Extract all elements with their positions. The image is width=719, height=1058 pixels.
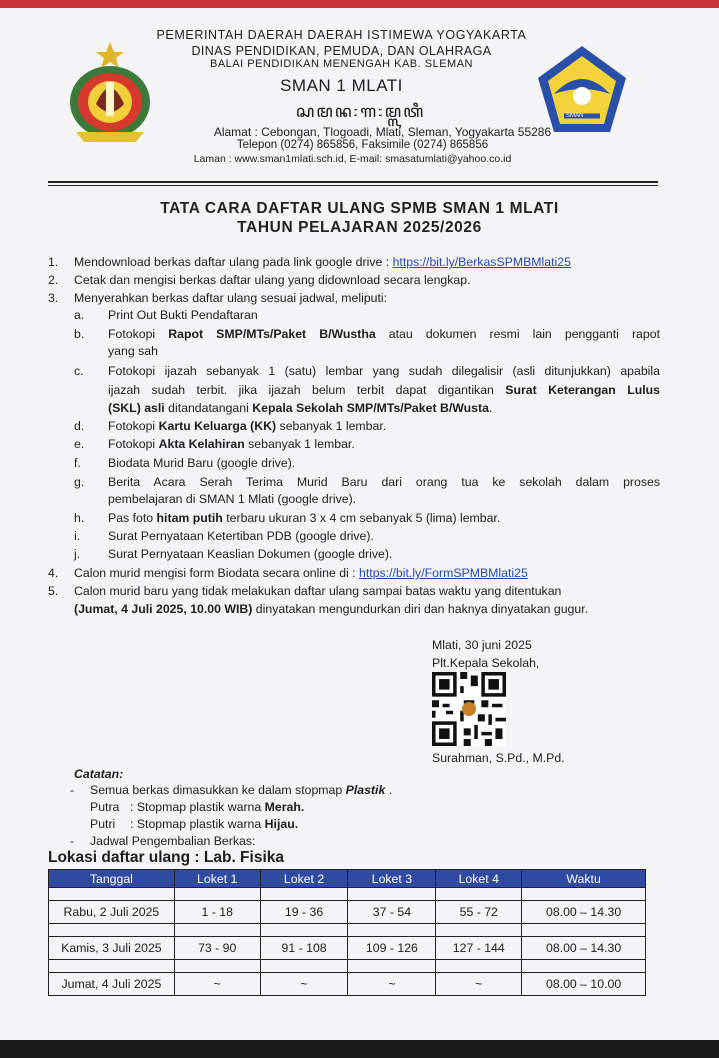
step-1: [74, 254, 571, 271]
table-cell: 08.00 – 14.30: [522, 901, 646, 924]
column-header: Loket 2: [260, 870, 348, 888]
signature-position: Plt.Kepala Sekolah,: [432, 656, 540, 670]
table-cell: Jumat, 4 Juli 2025: [49, 973, 175, 996]
step-5-line2: [74, 601, 588, 618]
table-spacer-row: [49, 960, 646, 973]
step-number: 4.: [48, 566, 59, 580]
text: atau dokumen resmi lain pengganti rapot: [375, 327, 660, 341]
sub-letter: g.: [74, 475, 85, 489]
bold-text: Kartu Keluarga (KK): [158, 419, 277, 433]
column-header: Tanggal: [49, 870, 175, 888]
sub-item-i: Surat Pernyataan Ketertiban PDB (google drive).: [108, 529, 374, 543]
sub-item-e: [108, 436, 355, 453]
label: Putra: [90, 800, 120, 814]
sub-letter: e.: [74, 437, 85, 451]
schedule-table: [48, 869, 646, 996]
form-link[interactable]: https://bit.ly/FormSPMBMlati25: [359, 566, 528, 580]
text: ijazah sudah terbit. jika ijazah belum terbit dapat digantikan: [108, 383, 506, 397]
notes-heading: Catatan:: [74, 767, 124, 781]
bold-text: Akta Kelahiran: [158, 437, 245, 451]
note-2: Jadwal Pengembalian Berkas:: [90, 834, 256, 848]
bullet: -: [70, 834, 75, 848]
top-edge: [0, 0, 719, 8]
text: : Stopmap plastik warna: [130, 817, 265, 831]
step-number: 3.: [48, 291, 59, 305]
step-number: 1.: [48, 255, 59, 269]
sub-letter: j.: [74, 547, 81, 561]
text: Semua berkas dimasukkan ke dalam stopmap: [90, 783, 346, 797]
letterhead-line2: DINAS PENDIDIKAN, PEMUDA, DAN OLAHRAGA: [191, 44, 492, 58]
step-number: 2.: [48, 273, 59, 287]
text: dinyatakan mengundurkan diri dan haknya dinyatakan gugur.: [252, 602, 589, 616]
bold-text: (SKL) asli: [108, 401, 165, 415]
letterhead-address: Alamat : Cebongan, Tlogoadi, Mlati, Sleman, Yogyakarta 55286: [213, 125, 552, 139]
qr-code-icon: [432, 672, 506, 746]
text: sebanyak 1 lembar.: [244, 437, 355, 451]
table-cell: ~: [260, 973, 348, 996]
table-cell: 109 - 126: [348, 937, 436, 960]
step-number: 5.: [48, 584, 59, 598]
step-4: [74, 565, 528, 582]
table-cell: 08.00 – 10.00: [522, 973, 646, 996]
sub-letter: d.: [74, 419, 85, 433]
sub-item-a: Print Out Bukti Pendaftaran: [108, 308, 258, 322]
table-row: [49, 973, 646, 996]
text: Fotokopi: [108, 327, 169, 341]
bold-text: Surat Keterangan Lulus: [505, 383, 660, 397]
table-cell: 127 - 144: [436, 937, 522, 960]
text: terbaru ukuran 3 x 4 cm sebanyak 5 (lima) lembar.: [222, 511, 501, 525]
table-row: [49, 901, 646, 924]
location-title: Lokasi daftar ulang : Lab. Fisika: [48, 849, 284, 866]
sub-item-b-line2: yang sah: [108, 344, 158, 358]
signature-name: Surahman, S.Pd., M.Pd.: [432, 751, 565, 765]
text: ditandatangani: [164, 401, 253, 415]
letterhead-javanese: ꦱꦩꦤ꧇꧑꧇ꦩ꧀ꦭꦠꦶ: [295, 102, 426, 122]
table-cell: 37 - 54: [348, 901, 436, 924]
sub-item-b: [108, 326, 660, 343]
sub-item-h: [108, 510, 500, 527]
table-cell: 91 - 108: [260, 937, 348, 960]
doc-subtitle: TAHUN PELAJARAN 2025/2026: [237, 219, 482, 236]
letterhead-line3: BALAI PENDIDIKAN MENENGAH KAB. SLEMAN: [209, 58, 473, 70]
sub-item-g: Berita Acara Serah Terima Murid Baru dari orang tua ke sekolah dalam proses: [108, 475, 660, 489]
column-header: Waktu: [522, 870, 646, 888]
step-5: Calon murid baru yang tidak melakukan daftar ulang sampai batas waktu yang ditentukan: [74, 584, 562, 598]
table-spacer-row: [49, 888, 646, 901]
note-1: [90, 782, 392, 799]
table-cell: 19 - 36: [260, 901, 348, 924]
text: Fotokopi: [108, 437, 159, 451]
sub-item-c-line3: [108, 400, 492, 417]
table-cell: ~: [174, 973, 260, 996]
text: Pas foto: [108, 511, 157, 525]
text: Fotokopi: [108, 419, 159, 433]
sub-letter: f.: [74, 456, 81, 470]
table-row: [49, 937, 646, 960]
berkas-link[interactable]: https://bit.ly/BerkasSPMBMlati25: [392, 255, 571, 269]
sub-letter: c.: [74, 364, 84, 378]
bold-text: (Jumat, 4 Juli 2025, 10.00 WIB): [74, 602, 253, 616]
sub-letter: a.: [74, 308, 85, 322]
note-putra: [90, 799, 304, 816]
step-4-text: Calon murid mengisi form Biodata secara online di :: [74, 566, 360, 580]
sub-letter: h.: [74, 511, 85, 525]
bold-text: Plastik: [345, 783, 386, 797]
sub-item-f: Biodata Murid Baru (google drive).: [108, 456, 296, 470]
sub-item-g-line2: pembelajaran di SMAN 1 Mlati (google drive).: [108, 492, 357, 506]
note-putri: [90, 816, 298, 833]
column-header: Loket 4: [436, 870, 522, 888]
table-cell: 08.00 – 14.30: [522, 937, 646, 960]
table-cell: 73 - 90: [174, 937, 260, 960]
doc-title: TATA CARA DAFTAR ULANG SPMB SMAN 1 MLATI: [160, 200, 559, 217]
sub-letter: i.: [74, 529, 81, 543]
table-spacer-row: [49, 924, 646, 937]
table-cell: 55 - 72: [436, 901, 522, 924]
sub-item-c-line2: [108, 382, 660, 399]
step-1-text: Mendownload berkas daftar ulang pada link google drive :: [74, 255, 393, 269]
letterhead-line1: PEMERINTAH DAERAH DAERAH ISTIMEWA YOGYAKARTA: [156, 28, 527, 42]
bold-text: Kepala Sekolah SMP/MTs/Paket B/Wusta: [252, 401, 489, 415]
letterhead-web: Laman : www.sman1mlati.sch.id, E-mail: smasatumlati@yahoo.co.id: [193, 153, 512, 165]
bold-text: hitam putih: [156, 511, 223, 525]
sman-emblem-label: SMAN: [566, 113, 584, 119]
table-header-row: [49, 870, 646, 888]
label: Putri: [90, 817, 116, 831]
text: .: [385, 783, 393, 797]
table-cell: ~: [348, 973, 436, 996]
step-3: Menyerahkan berkas daftar ulang sesuai jadwal, meliputi:: [74, 291, 388, 305]
column-header: Loket 3: [348, 870, 436, 888]
sub-item-c: Fotokopi ijazah sebanyak 1 (satu) lembar yang sudah dilegalisir (asli ditunjukkan) apabila: [108, 364, 660, 378]
table-cell: 1 - 18: [174, 901, 260, 924]
sub-item-d: [108, 418, 386, 435]
letterhead-school: SMAN 1 MLATI: [280, 76, 403, 95]
letterhead-rule-thin: [48, 185, 658, 186]
text: : Stopmap plastik warna: [130, 800, 265, 814]
text: sebanyak 1 lembar.: [276, 419, 387, 433]
step-2: Cetak dan mengisi berkas daftar ulang yang didownload secara lengkap.: [74, 273, 471, 287]
bold-text: Merah.: [264, 800, 305, 814]
sub-item-j: Surat Pernyataan Keaslian Dokumen (google drive).: [108, 547, 393, 561]
table-cell: Rabu, 2 Juli 2025: [49, 901, 175, 924]
bottom-bar: [0, 1040, 719, 1058]
bullet: -: [70, 783, 75, 797]
letterhead-rule: [48, 181, 658, 183]
bold-text: Rapot SMP/MTs/Paket B/Wustha: [168, 327, 376, 341]
table-cell: Kamis, 3 Juli 2025: [49, 937, 175, 960]
bold-text: Hijau.: [264, 817, 299, 831]
letterhead-phone: Telepon (0274) 865856, Faksimile (0274) 865856: [236, 139, 489, 151]
column-header: Loket 1: [174, 870, 260, 888]
table-cell: ~: [436, 973, 522, 996]
signature-place-date: Mlati, 30 juni 2025: [432, 638, 532, 652]
sub-letter: b.: [74, 327, 85, 341]
text: .: [488, 401, 493, 415]
